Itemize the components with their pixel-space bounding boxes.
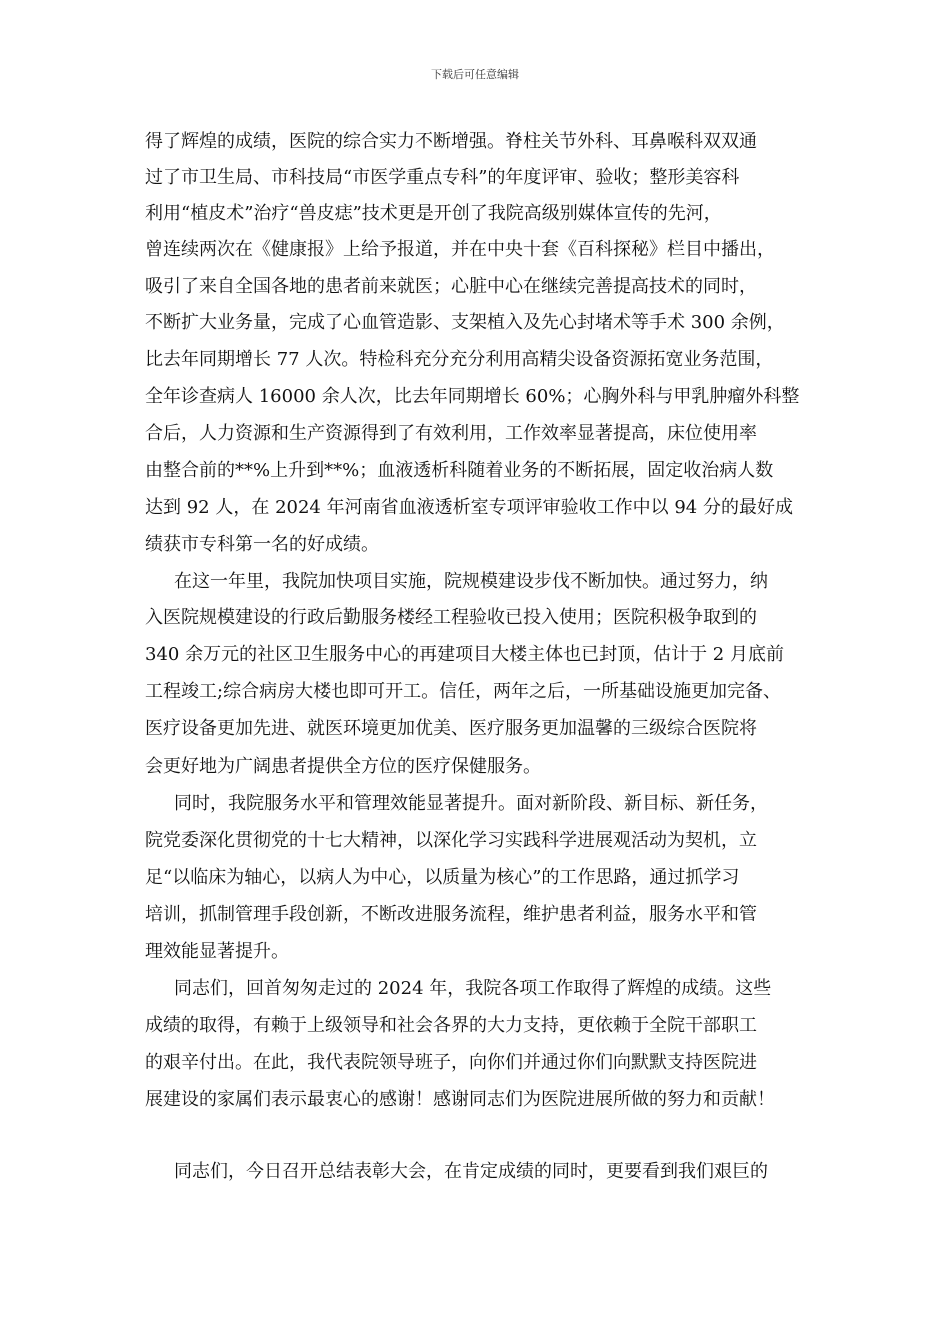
text-line: 达到 92 人，在 2024 年河南省血液透析室专项评审验收工作中以 94 分的最好成 (145, 497, 793, 518)
text-line: 吸引了来自全国各地的患者前来就医；心脏中心在继续完善提高技术的同时， (145, 276, 757, 297)
text-line: 入医院规模建设的行政后勤服务楼经工程验收已投入使用；医院积极争取到的 (145, 607, 757, 628)
text-line: 得了辉煌的成绩，医院的综合实力不断增强。脊柱关节外科、耳鼻喉科双双通 (145, 131, 757, 152)
text-line: 合后，人力资源和生产资源得到了有效利用，工作效率显著提高，床位使用率 (145, 423, 757, 444)
text-line: 院党委深化贯彻党的十七大精神，以深化学习实践科学进展观活动为契机，立 (145, 830, 757, 851)
text-line: 会更好地为广阔患者提供全方位的医疗保健服务。 (145, 756, 541, 777)
text-line: 工程竣工;综合病房大楼也即可开工。信任，两年之后，一所基础设施更加完备、 (145, 681, 782, 702)
text-line: 成绩的取得，有赖于上级领导和社会各界的大力支持，更依赖于全院干部职工 (145, 1015, 757, 1036)
text-line: 足“以临床为轴心，以病人为中心，以质量为核心”的工作思路，通过抓学习 (145, 867, 740, 888)
paragraph-first-line: 同志们，今日召开总结表彰大会，在肯定成绩的同时，更要看到我们艰巨的 (174, 1161, 768, 1182)
text-line: 不断扩大业务量，完成了心血管造影、支架植入及先心封堵术等手术 300 余例， (145, 312, 785, 333)
text-line: 全年诊查病人 16000 余人次，比去年同期增长 60%；心胸外科与甲乳肿瘤外科整 (145, 386, 800, 407)
paragraph-first-line: 在这一年里，我院加快项目实施，院规模建设步伐不断加快。通过努力，纳 (174, 571, 768, 592)
text-line: 比去年同期增长 77 人次。特检科充分充分利用高精尖设备资源拓宽业务范围， (145, 349, 774, 370)
page-header-note: 下载后可任意编辑 (431, 68, 519, 81)
text-line: 培训，抓制管理手段创新，不断改进服务流程，维护患者利益，服务水平和管 (145, 904, 757, 925)
text-line: 医疗设备更加先进、就医环境更加优美、医疗服务更加温馨的三级综合医院将 (145, 718, 757, 739)
text-line: 的艰辛付出。在此，我代表院领导班子，向你们并通过你们向默默支持医院进 (145, 1052, 757, 1073)
text-line: 由整合前的**%上升到**%；血液透析科随着业务的不断拓展，固定收治病人数 (145, 460, 774, 481)
text-line: 曾连续两次在《健康报》上给予报道，并在中央十套《百科探秘》栏目中播出， (145, 239, 775, 260)
text-line: 利用“植皮术”治疗“兽皮痣”技术更是开创了我院高级别媒体宣传的先河， (145, 203, 722, 224)
text-line: 过了市卫生局、市科技局“市医学重点专科”的年度评审、验收；整形美容科 (145, 167, 740, 188)
text-line: 展建设的家属们表示最衷心的感谢！感谢同志们为医院进展所做的努力和贡献！ (145, 1089, 775, 1110)
text-line: 理效能显著提升。 (145, 941, 289, 962)
paragraph-first-line: 同志们，回首匆匆走过的 2024 年，我院各项工作取得了辉煌的成绩。这些 (174, 978, 772, 999)
paragraph-first-line: 同时，我院服务水平和管理效能显著提升。面对新阶段、新目标、新任务， (174, 793, 768, 814)
text-line: 340 余万元的社区卫生服务中心的再建项目大楼主体也已封顶，估计于 2 月底前 (145, 644, 784, 665)
text-line: 绩获市专科第一名的好成绩。 (145, 534, 379, 555)
